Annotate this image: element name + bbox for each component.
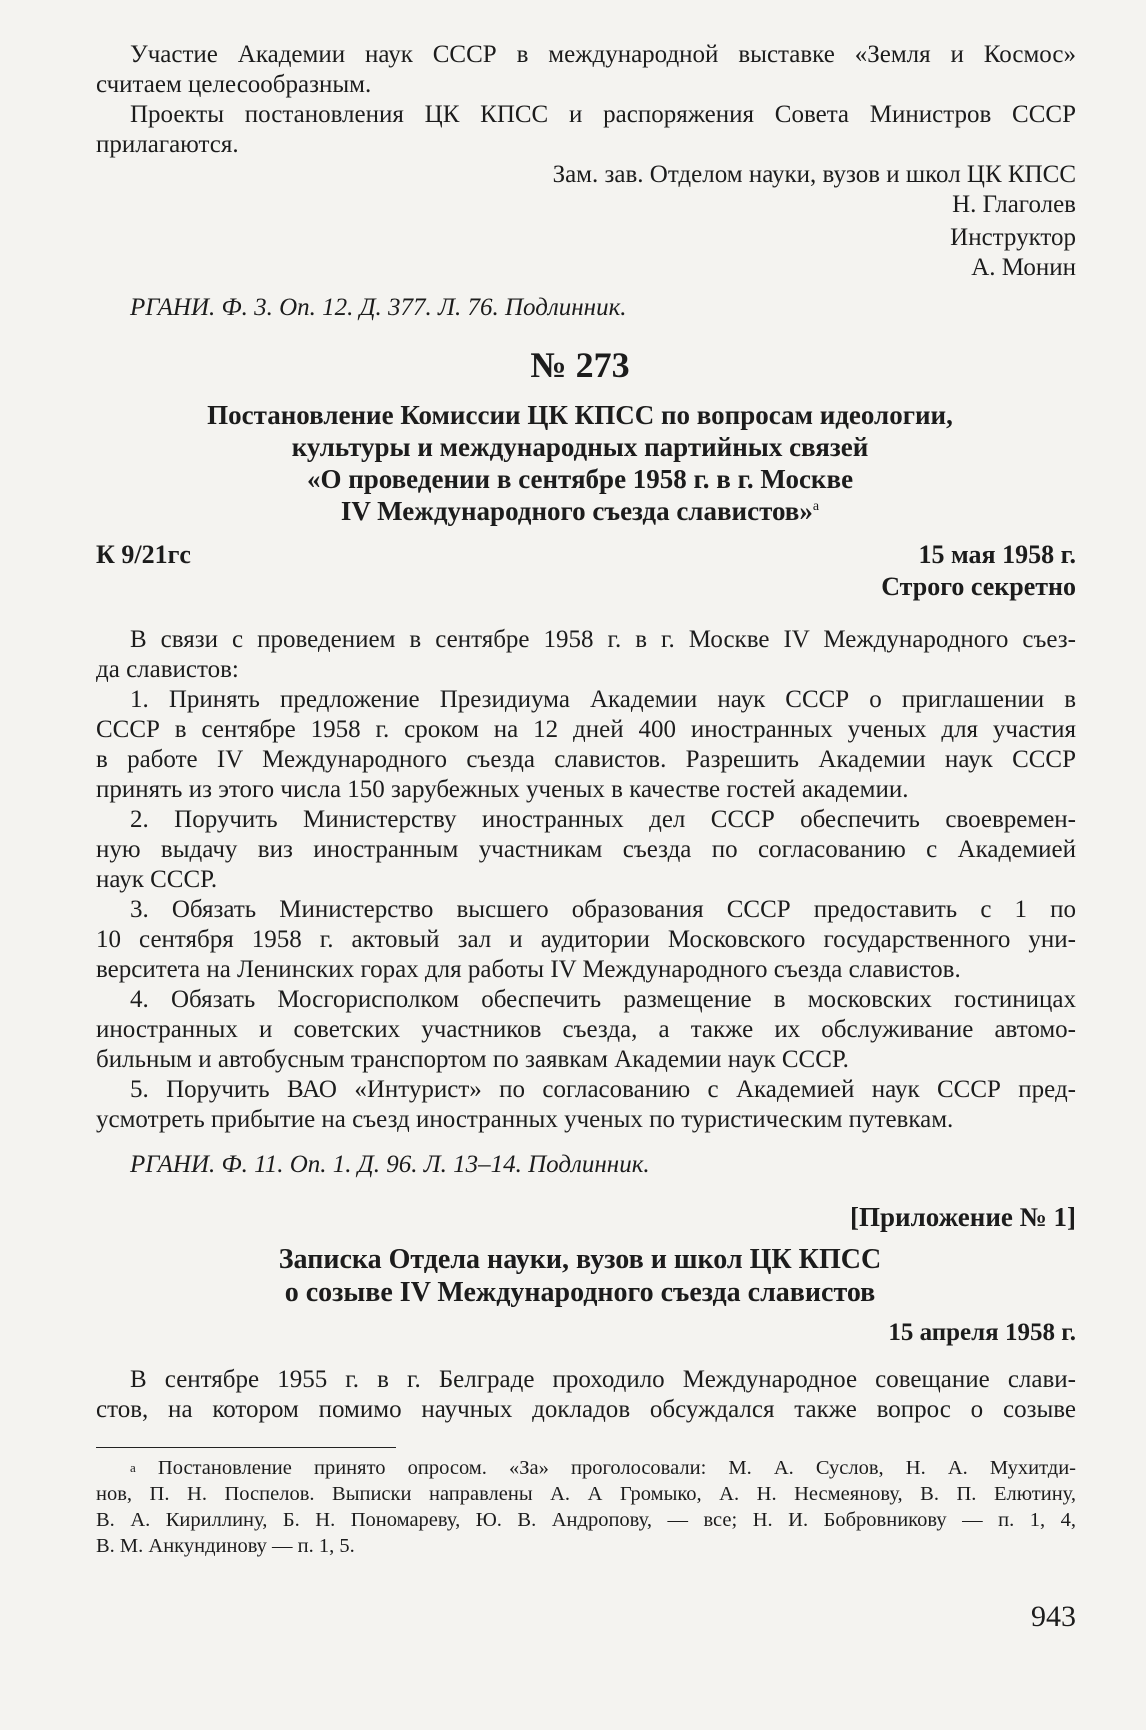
- item-line: в работе IV Международного съезда славистов. Разрешить Академии наук СССР: [96, 746, 1076, 773]
- appendix-date: 15 апреля 1958 г.: [888, 1319, 1076, 1346]
- document-number: № 273: [530, 345, 630, 385]
- footnote-line: В. М. Анкундинову — п. 1, 5.: [96, 1535, 355, 1557]
- document-date: 15 мая 1958 г.: [918, 540, 1076, 569]
- appendix-label: [Приложение № 1]: [850, 1202, 1076, 1232]
- paragraph-line: Участие Академии наук СССР в международной выставке «Земля и Космос»: [130, 41, 1076, 68]
- item-line: принять из этого числа 150 зарубежных ученых в качестве гостей академии.: [96, 776, 909, 803]
- appendix-title-line: Записка Отдела науки, вузов и школ ЦК КПСС: [278, 1244, 882, 1275]
- item-line: 4. Обязать Мосгорисполком обеспечить размещение в московских гостиницах: [130, 986, 1076, 1013]
- document-code: К 9/21гс: [96, 540, 191, 569]
- paragraph-line: Проекты постановления ЦК КПСС и распоряжения Совета Министров СССР: [130, 101, 1076, 128]
- footnote-line: [130, 1455, 1076, 1481]
- footnote-marker: a: [130, 1460, 136, 1475]
- signature-title: Инструктор: [950, 224, 1076, 251]
- paragraph-line: стов, на котором помимо научных докладов обсуждался также вопрос о созыве: [96, 1396, 1076, 1423]
- page-number: 943: [1031, 1600, 1076, 1633]
- item-line: 5. Поручить ВАО «Интурист» по согласованию с Академией наук СССР пред-: [130, 1076, 1076, 1103]
- signature-name: Н. Глаголев: [952, 191, 1076, 218]
- footnote-text: Постановление принято опросом. «За» проголосовали: М. А. Суслов, Н. А. Мухитди-: [135, 1457, 1076, 1479]
- document-title-line: [80, 496, 1080, 526]
- item-line: усмотреть прибытие на съезд иностранных ученых по туристическим путевкам.: [96, 1106, 954, 1133]
- item-line: иностранных и советских участников съезда, а также их обслуживание автомо-: [96, 1016, 1076, 1043]
- footnote-line: В. А. Кириллину, Б. Н. Пономареву, Ю. В. Андропову, — все; Н. И. Бобровникову — п. 1, 4,: [96, 1509, 1076, 1531]
- item-line: 1. Принять предложение Президиума Академии наук СССР о приглашении в: [130, 686, 1076, 713]
- paragraph-line: В сентябре 1955 г. в г. Белграде проходило Международное совещание слави-: [130, 1366, 1076, 1393]
- item-line: бильным и автобусным транспортом по заявкам Академии наук СССР.: [96, 1046, 849, 1073]
- footnote-marker: a: [812, 499, 820, 514]
- appendix-title-line: о созыве IV Международного съезда славистов: [284, 1277, 876, 1308]
- signature-title: Зам. зав. Отделом науки, вузов и школ ЦК КПСС: [552, 161, 1076, 188]
- item-line: ную выдачу виз иностранным участникам съезда по согласованию с Академией: [96, 836, 1076, 863]
- document-title-line: Постановление Комиссии ЦК КПСС по вопросам идеологии,: [207, 400, 953, 430]
- document-title-line: культуры и международных партийных связей: [291, 432, 869, 462]
- signature-name: А. Монин: [971, 254, 1076, 281]
- paragraph-line: В связи с проведением в сентябре 1958 г. в г. Москве IV Международного съез-: [130, 626, 1076, 653]
- secrecy-stamp: Строго секретно: [881, 572, 1076, 601]
- item-line: верситета на Ленинских горах для работы IV Международного съезда славистов.: [96, 956, 961, 983]
- item-line: 3. Обязать Министерство высшего образования СССР предоставить с 1 по: [130, 896, 1076, 923]
- archive-source: РГАНИ. Ф. 3. Оп. 12. Д. 377. Л. 76. Подлинник.: [130, 294, 627, 321]
- item-line: 10 сентября 1958 г. актовый зал и аудитории Московского государственного уни-: [96, 926, 1076, 953]
- paragraph-line: считаем целесообразным.: [96, 71, 372, 98]
- paragraph-line: да славистов:: [96, 656, 239, 683]
- item-line: СССР в сентябре 1958 г. сроком на 12 дней 400 иностранных ученых для участия: [96, 716, 1076, 743]
- footnote-line: нов, П. Н. Поспелов. Выписки направлены А. А Громыко, А. Н. Несмеянову, В. П. Елютину,: [96, 1483, 1076, 1505]
- document-title-line: «О проведении в сентябре 1958 г. в г. Москве: [306, 464, 854, 494]
- archive-source: РГАНИ. Ф. 11. Оп. 1. Д. 96. Л. 13–14. Подлинник.: [130, 1151, 650, 1178]
- footnote-divider: [96, 1447, 396, 1448]
- item-line: наук СССР.: [96, 866, 218, 893]
- item-line: 2. Поручить Министерству иностранных дел СССР обеспечить своевремен-: [130, 806, 1076, 833]
- document-title-text: IV Международного съезда славистов»: [340, 496, 813, 526]
- paragraph-line: прилагаются.: [96, 131, 239, 158]
